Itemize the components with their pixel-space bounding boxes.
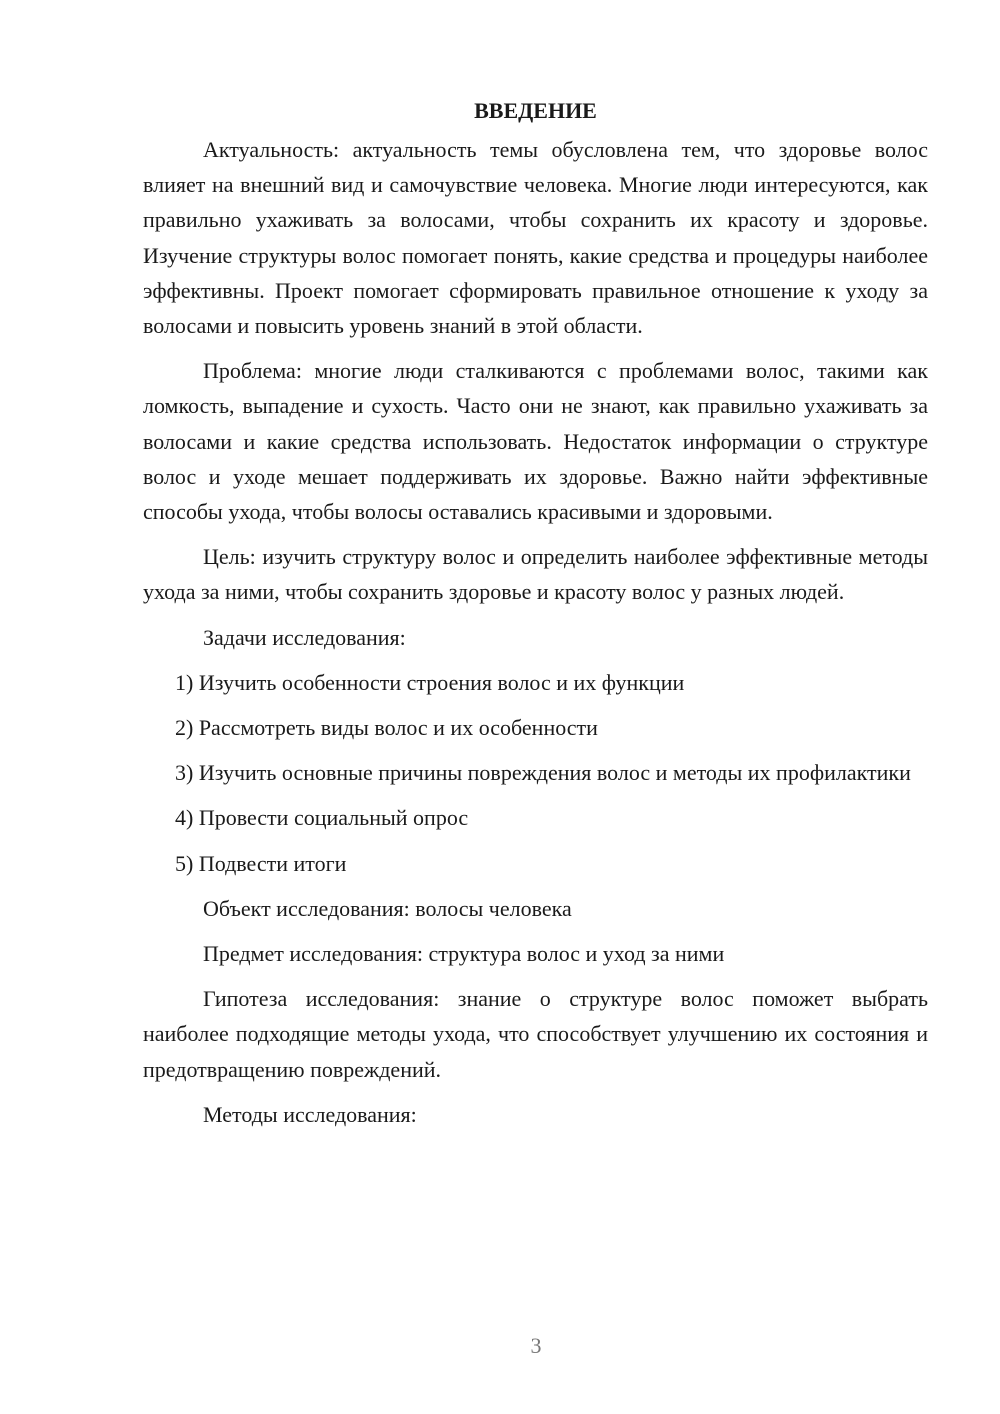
research-hypothesis: Гипотеза исследования: знание о структуре волос поможет выбрать наиболее подходящие методы ухода, что способствует улучшению их состояния и предотвращению повреждений.: [143, 986, 928, 1082]
task-item-5: 5) Подвести итоги: [175, 850, 347, 876]
paragraph-goal: Цель: изучить структуру волос и определить наиболее эффективные методы ухода за ними, чтобы сохранить здоровье и красоту волос у разных людей.: [143, 544, 928, 605]
page-content: [143, 93, 928, 1142]
tasks-heading: Задачи исследования:: [203, 624, 406, 650]
task-item-2: 2) Рассмотреть виды волос и их особенности: [175, 715, 598, 741]
section-title: ВВЕДЕНИЕ: [474, 98, 597, 123]
research-subject: Предмет исследования: структура волос и уход за ними: [203, 941, 725, 967]
task-item-3: 3) Изучить основные причины повреждения волос и методы их профилактики: [175, 760, 911, 786]
methods-heading: Методы исследования:: [203, 1101, 417, 1127]
task-item-1: 1) Изучить особенности строения волос и их функции: [175, 669, 685, 695]
research-object: Объект исследования: волосы человека: [203, 895, 572, 921]
task-item-4: 4) Провести социальный опрос: [175, 805, 469, 831]
paragraph-problem: Проблема: многие люди сталкиваются с проблемами волос, такими как ломкость, выпадение и сухость. Часто они не знают, как правильно ухаживать за волосами и какие средства использовать. Недостаток информации о структуре волос и уходе мешает поддерживать их здоровье. Важно найти эффективные способы ухода, чтобы волосы оставались красивыми и здоровыми.: [143, 358, 928, 525]
paragraph-relevance: Актуальность: актуальность темы обусловлена тем, что здоровье волос влияет на внешний вид и самочувствие человека. Многие люди интересуются, как правильно ухаживать за волосами, чтобы сохранить их красоту и здоровье. Изучение структуры волос помогает понять, какие средства и процедуры наиболее эффективны. Проект помогает сформировать правильное отношение к уходу за волосами и повысить уровень знаний в этой области.: [143, 137, 928, 339]
page-number: 3: [530, 1333, 542, 1358]
